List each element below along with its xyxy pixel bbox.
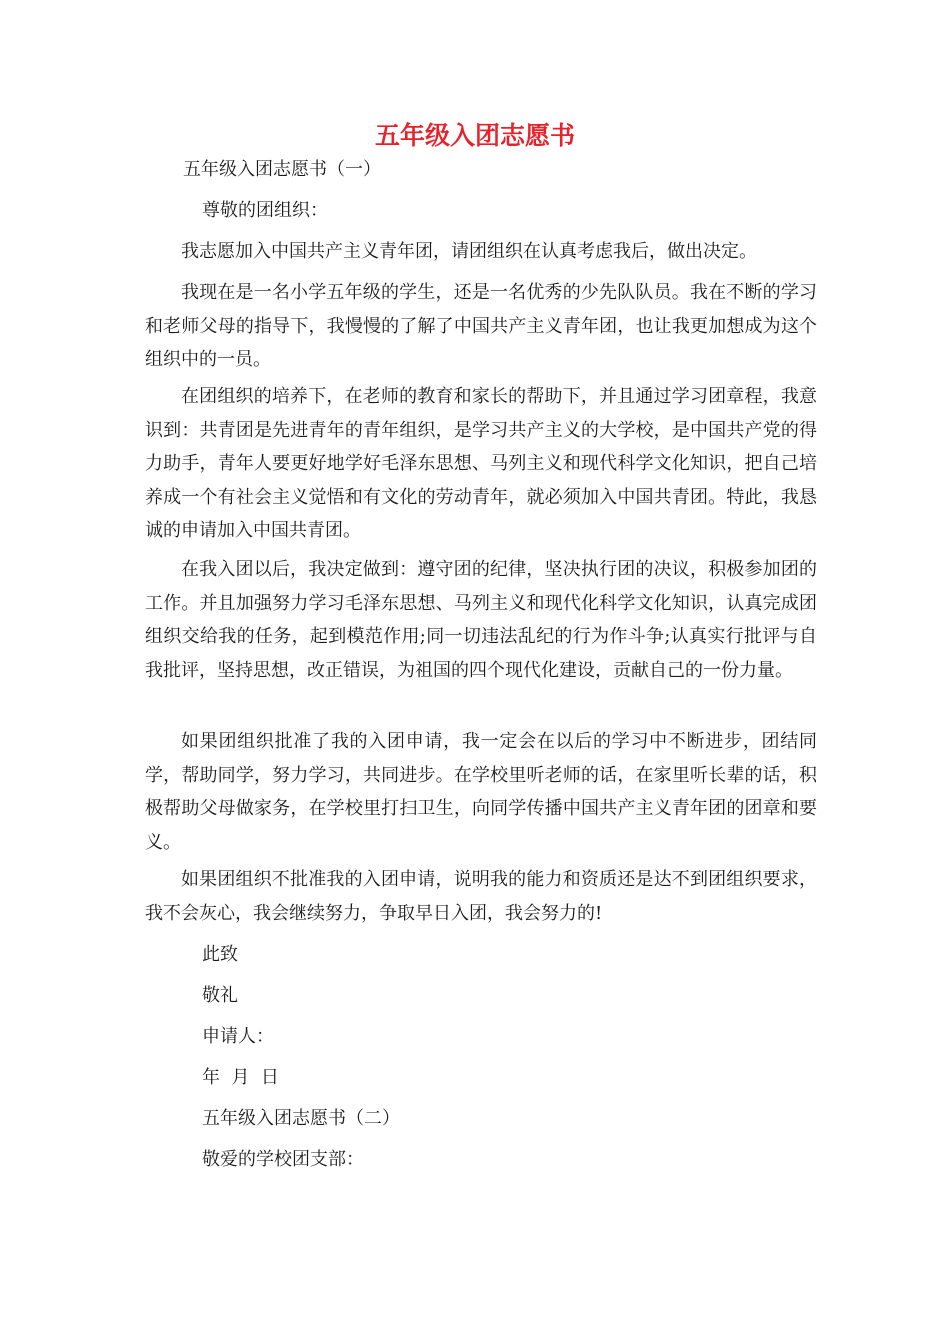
section-heading-1: 五年级入团志愿书（一） — [183, 159, 381, 180]
paragraph-2: 我现在是一名小学五年级的学生，还是一名优秀的少先队队员。我在不断的学习和老师父母的指导下，我慢慢的了解了中国共产主义青年团，也让我更加想成为这个组织中的一员。 — [145, 282, 817, 371]
applicant-label: 申请人： — [202, 1026, 274, 1047]
paragraph-1: 我志愿加入中国共产主义青年团，请团组织在认真考虑我后，做出决定。 — [181, 241, 757, 262]
closing-line-2: 敬礼 — [202, 985, 238, 1006]
paragraph-3: 在团组织的培养下，在老师的教育和家长的帮助下，并且通过学习团章程，我意识到：共青团是先进青年的青年组织，是学习共产主义的大学校，是中国共产党的得力助手，青年人要更好地学好毛泽东思想、马列主义和现代科学文化知识，把自己培养成一个有社会主义觉悟和有文化的劳动青年，就必须加入中国共青团。特此，我恳诚的申请加入中国共青团。 — [145, 386, 817, 542]
paragraph-6: 如果团组织不批准我的入团申请，说明我的能力和资质还是达不到团组织要求，我不会灰心，我会继续努力，争取早日入团，我会努力的! — [145, 869, 817, 924]
salutation-1: 尊敬的团组织： — [202, 200, 328, 221]
closing-line-1: 此致 — [202, 944, 238, 965]
paragraph-4: 在我入团以后，我决定做到：遵守团的纪律，坚决执行团的决议，积极参加团的工作。并且加强努力学习毛泽东思想、马列主义和现代化科学文化知识，认真完成团组织交给我的任务，起到模范作用;同一切违法乱纪的行为作斗争;认真实行批评与自我批评，坚持思想，改正错误，为祖国的四个现代化建设，贡献自己的一份力量。 — [145, 559, 817, 681]
section-heading-2: 五年级入团志愿书（二） — [202, 1108, 400, 1129]
document-title: 五年级入团志愿书 — [374, 121, 575, 150]
date-label: 年 月 日 — [202, 1067, 279, 1088]
salutation-2: 敬爱的学校团支部： — [202, 1149, 364, 1170]
paragraph-5: 如果团组织批准了我的入团申请，我一定会在以后的学习中不断进步，团结同学，帮助同学，努力学习，共同进步。在学校里听老师的话，在家里听长辈的话，积极帮助父母做家务，在学校里打扫卫生，向同学传播中国共产主义青年团的团章和要义。 — [145, 731, 817, 853]
